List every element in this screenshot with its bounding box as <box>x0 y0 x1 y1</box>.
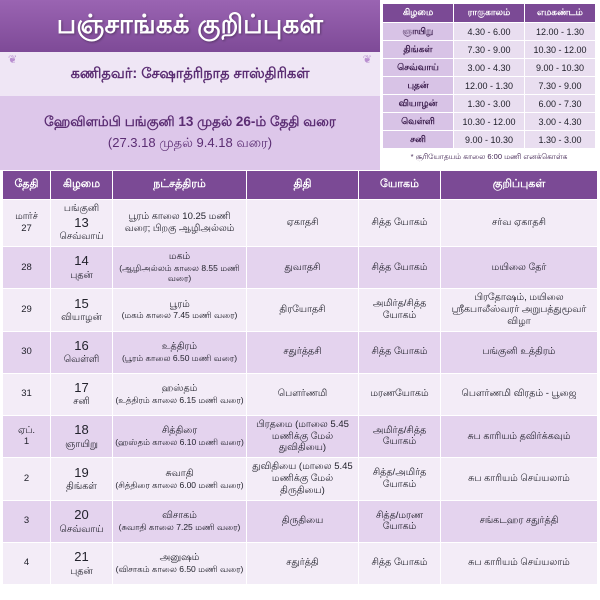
rahu-kalam-time: 3.00 - 4.30 <box>454 59 525 77</box>
ornament-right-icon: ❦ <box>362 53 372 66</box>
cell-yoga: சித்த யோகம் <box>359 331 441 373</box>
tamil-month-label: பங்குனி <box>63 203 100 214</box>
cell-thithi: துவாதசி <box>247 247 359 289</box>
date-number: 1 <box>23 436 30 448</box>
cell-weekday <box>51 247 113 289</box>
yamagandam-time: 10.30 - 12.00 <box>525 41 596 59</box>
rahu-header-rahukalam: ராகுகாலம் <box>454 4 525 23</box>
cell-thithi: திருதியை <box>247 500 359 542</box>
rahu-weekday: வியாழன் <box>383 95 454 113</box>
cell-thithi: திரயோதசி <box>247 289 359 332</box>
cell-date <box>3 331 51 373</box>
cell-star <box>113 373 247 415</box>
cell-thithi: சதுர்த்தசி <box>247 331 359 373</box>
cell-weekday <box>51 415 113 458</box>
table-row <box>3 500 598 542</box>
star-name: பூரம் <box>169 298 190 310</box>
date-number: 2 <box>23 473 30 485</box>
panchangam-table <box>2 170 598 585</box>
cell-date <box>3 289 51 332</box>
weekday-label: வெள்ளி <box>63 354 100 366</box>
cell-star <box>113 289 247 332</box>
star-name: சித்திரை <box>161 425 198 437</box>
tamil-day-number: 16 <box>74 338 89 354</box>
date-number: 4 <box>23 557 30 569</box>
rahu-header-weekday: கிழமை <box>383 4 454 23</box>
cell-weekday <box>51 373 113 415</box>
ornament-left-icon: ❦ <box>8 53 18 66</box>
rahu-weekday: திங்கள் <box>383 41 454 59</box>
weekday-label: புதன் <box>70 269 93 281</box>
rahu-table-row <box>383 23 596 41</box>
rahu-weekday: ஞாயிறு <box>383 23 454 41</box>
cell-yoga: அமிர்த/சித்த யோகம் <box>359 415 441 458</box>
title-band <box>0 0 380 52</box>
date-range-gregorian: (27.3.18 முதல் 9.4.18 வரை) <box>107 135 273 150</box>
cell-weekday <box>51 331 113 373</box>
cell-yoga: அமிர்த/சித்த யோகம் <box>359 289 441 332</box>
date-month-label: மார்ச் <box>15 211 38 223</box>
col-header-weekday: கிழமை <box>51 171 113 200</box>
yamagandam-time: 1.30 - 3.00 <box>525 131 596 149</box>
rahu-kalam-time: 7.30 - 9.00 <box>454 41 525 59</box>
rahu-table-row <box>383 41 596 59</box>
rahu-table-row <box>383 131 596 149</box>
cell-date <box>3 500 51 542</box>
rahu-weekday: வெள்ளி <box>383 113 454 131</box>
tamil-day-number: 18 <box>74 422 89 438</box>
main-header-row <box>3 171 598 200</box>
date-number: 29 <box>21 303 32 315</box>
col-header-yoga: யோகம் <box>359 171 441 200</box>
tamil-day-number: 14 <box>74 253 89 269</box>
header-panel <box>0 0 380 170</box>
col-header-notes: குறிப்புகள் <box>441 171 598 200</box>
table-row <box>3 247 598 289</box>
col-header-date: தேதி <box>3 171 51 200</box>
weekday-label: ஞாயிறு <box>65 438 98 450</box>
cell-note: சுப காரியம் தவிர்க்கவும் <box>441 415 598 458</box>
star-name: ஹஸ்தம் <box>161 382 198 394</box>
cell-date <box>3 247 51 289</box>
cell-yoga: சித்த/அமிர்த யோகம் <box>359 458 441 501</box>
star-name: உத்திரம் <box>161 340 198 352</box>
cell-note: சர்வ ஏகாதசி <box>441 200 598 247</box>
cell-note: பௌர்ணமி விரதம் - பூஜை <box>441 373 598 415</box>
rahu-note: * சூரியோதயம் காலை 6:00 மணி எனக்கொள்க <box>410 152 568 161</box>
rahu-weekday: சனி <box>383 131 454 149</box>
date-number: 30 <box>21 346 32 358</box>
ornament-row <box>0 52 380 66</box>
star-timing: (பூரம் காலை 6.50 மணி வரை) <box>121 352 238 363</box>
rahu-header-row <box>383 4 596 23</box>
star-timing: (ஆழிஅல்லம் காலை 8.55 மணி வரை) <box>119 262 240 284</box>
cell-note: பிரதோஷம், மயிலை ஸ்ரீகபாலீஸ்வரர் அறுபத்துமூவர் விழா <box>441 289 598 332</box>
rahu-table-row <box>383 95 596 113</box>
top-section <box>0 0 600 170</box>
rahu-header-yamagandam: எமகண்டம் <box>525 4 596 23</box>
cell-yoga: சித்த யோகம் <box>359 247 441 289</box>
tamil-day-number: 13 <box>74 214 89 230</box>
rahu-table-row <box>383 77 596 95</box>
cell-note: சுப காரியம் செய்யலாம் <box>441 542 598 584</box>
cell-star <box>113 415 247 458</box>
tamil-day-number: 20 <box>74 507 89 523</box>
cell-weekday <box>51 542 113 584</box>
cell-date <box>3 458 51 501</box>
cell-weekday <box>51 289 113 332</box>
col-header-thithi: திதி <box>247 171 359 200</box>
cell-date <box>3 415 51 458</box>
rahu-kalam-time: 1.30 - 3.00 <box>454 95 525 113</box>
star-timing: (விசாகம் காலை 6.50 மணி வரை) <box>115 564 244 574</box>
rahu-kalam-time: 9.00 - 10.30 <box>454 131 525 149</box>
table-row <box>3 458 598 501</box>
star-name: அனுஷம் <box>159 552 200 564</box>
cell-star <box>113 247 247 289</box>
cell-yoga: மரணயோகம் <box>359 373 441 415</box>
cell-yoga: சித்த/மரண யோகம் <box>359 500 441 542</box>
yamagandam-time: 9.00 - 10.30 <box>525 59 596 77</box>
date-number: 3 <box>23 515 30 527</box>
star-timing: (ஹஸ்தம் காலை 6.10 மணி வரை) <box>115 437 244 448</box>
cell-star <box>113 458 247 501</box>
tamil-day-number: 15 <box>74 295 89 311</box>
rahu-kalam-panel <box>380 0 600 170</box>
col-header-star: நட்சத்திரம் <box>113 171 247 200</box>
cell-weekday <box>51 200 113 247</box>
cell-thithi: பௌர்ணமி <box>247 373 359 415</box>
yamagandam-time: 3.00 - 4.30 <box>525 113 596 131</box>
tamil-day-number: 17 <box>74 380 89 396</box>
cell-date <box>3 200 51 247</box>
cell-weekday <box>51 458 113 501</box>
rahu-table-row <box>383 59 596 77</box>
date-range-band <box>0 96 380 170</box>
cell-date <box>3 542 51 584</box>
rahu-kalam-time: 4.30 - 6.00 <box>454 23 525 41</box>
tamil-day-number: 19 <box>74 465 89 480</box>
date-number: 28 <box>21 261 32 273</box>
date-range-tamil: ஹேவிளம்பி பங்குனி 13 முதல் 26-ம் தேதி வரை <box>44 114 336 129</box>
cell-star <box>113 200 247 247</box>
star-name: விசாகம் <box>162 510 197 522</box>
weekday-label: புதன் <box>70 565 93 577</box>
weekday-label: செவ்வாய் <box>59 523 104 535</box>
star-name: சுவாதி <box>165 467 194 479</box>
cell-star <box>113 331 247 373</box>
table-row <box>3 373 598 415</box>
rahu-weekday: புதன் <box>383 77 454 95</box>
date-number: 27 <box>21 223 32 234</box>
star-timing: (மகம் காலை 7.45 மணி வரை) <box>121 310 238 321</box>
rahu-weekday: செவ்வாய் <box>383 59 454 77</box>
star-name: மகம் <box>168 250 191 262</box>
cell-note: சங்கடஹர சதுர்த்தி <box>441 500 598 542</box>
main-table-wrap <box>0 170 600 585</box>
cell-yoga: சித்த யோகம் <box>359 542 441 584</box>
table-row <box>3 331 598 373</box>
table-row <box>3 200 598 247</box>
weekday-label: சனி <box>73 396 90 408</box>
page-title: பஞ்சாங்கக் குறிப்புகள் <box>56 9 324 39</box>
star-name: பூரம் காலை 10.25 மணி வரை; பிறகு ஆழிஅல்லம் <box>124 211 235 234</box>
table-row <box>3 289 598 332</box>
cell-star <box>113 542 247 584</box>
cell-note: பங்குனி உத்திரம் <box>441 331 598 373</box>
star-timing: (சித்திரை காலை 6.00 மணி வரை) <box>115 479 244 490</box>
date-number: 31 <box>21 388 32 400</box>
table-row <box>3 415 598 458</box>
rahu-kalam-table <box>382 3 596 149</box>
yamagandam-time: 6.00 - 7.30 <box>525 95 596 113</box>
weekday-label: செவ்வாய் <box>59 231 104 243</box>
weekday-label: வியாழன் <box>61 312 102 323</box>
cell-note: சுப காரியம் செய்யலாம் <box>441 458 598 501</box>
cell-yoga: சித்த யோகம் <box>359 200 441 247</box>
cell-thithi: ஏகாதசி <box>247 200 359 247</box>
author-subtitle: கணிதவர்: சேஷாத்ரிநாத சாஸ்திரிகள் <box>70 66 310 82</box>
rahu-kalam-time: 10.30 - 12.00 <box>454 113 525 131</box>
star-timing: (உத்திரம் காலை 6.15 மணி வரை) <box>115 394 244 405</box>
star-timing: (சுவாதி காலை 7.25 மணி வரை) <box>118 522 241 532</box>
cell-thithi: பிரதமை (மாலை 5.45 மணிக்கு மேல் துவிதியை) <box>247 415 359 458</box>
weekday-label: திங்கள் <box>66 481 97 493</box>
yamagandam-time: 7.30 - 9.00 <box>525 77 596 95</box>
cell-weekday <box>51 500 113 542</box>
cell-date <box>3 373 51 415</box>
rahu-table-row <box>383 113 596 131</box>
rahu-kalam-time: 12.00 - 1.30 <box>454 77 525 95</box>
cell-thithi: சதுர்த்தி <box>247 542 359 584</box>
cell-note: மயிலை தேர் <box>441 247 598 289</box>
date-month-label: ஏப். <box>17 424 36 436</box>
yamagandam-time: 12.00 - 1.30 <box>525 23 596 41</box>
table-row <box>3 542 598 584</box>
tamil-day-number: 21 <box>74 549 89 565</box>
cell-star <box>113 500 247 542</box>
cell-thithi: துவிதியை (மாலை 5.45 மணிக்கு மேல் திருதியை) <box>247 458 359 501</box>
